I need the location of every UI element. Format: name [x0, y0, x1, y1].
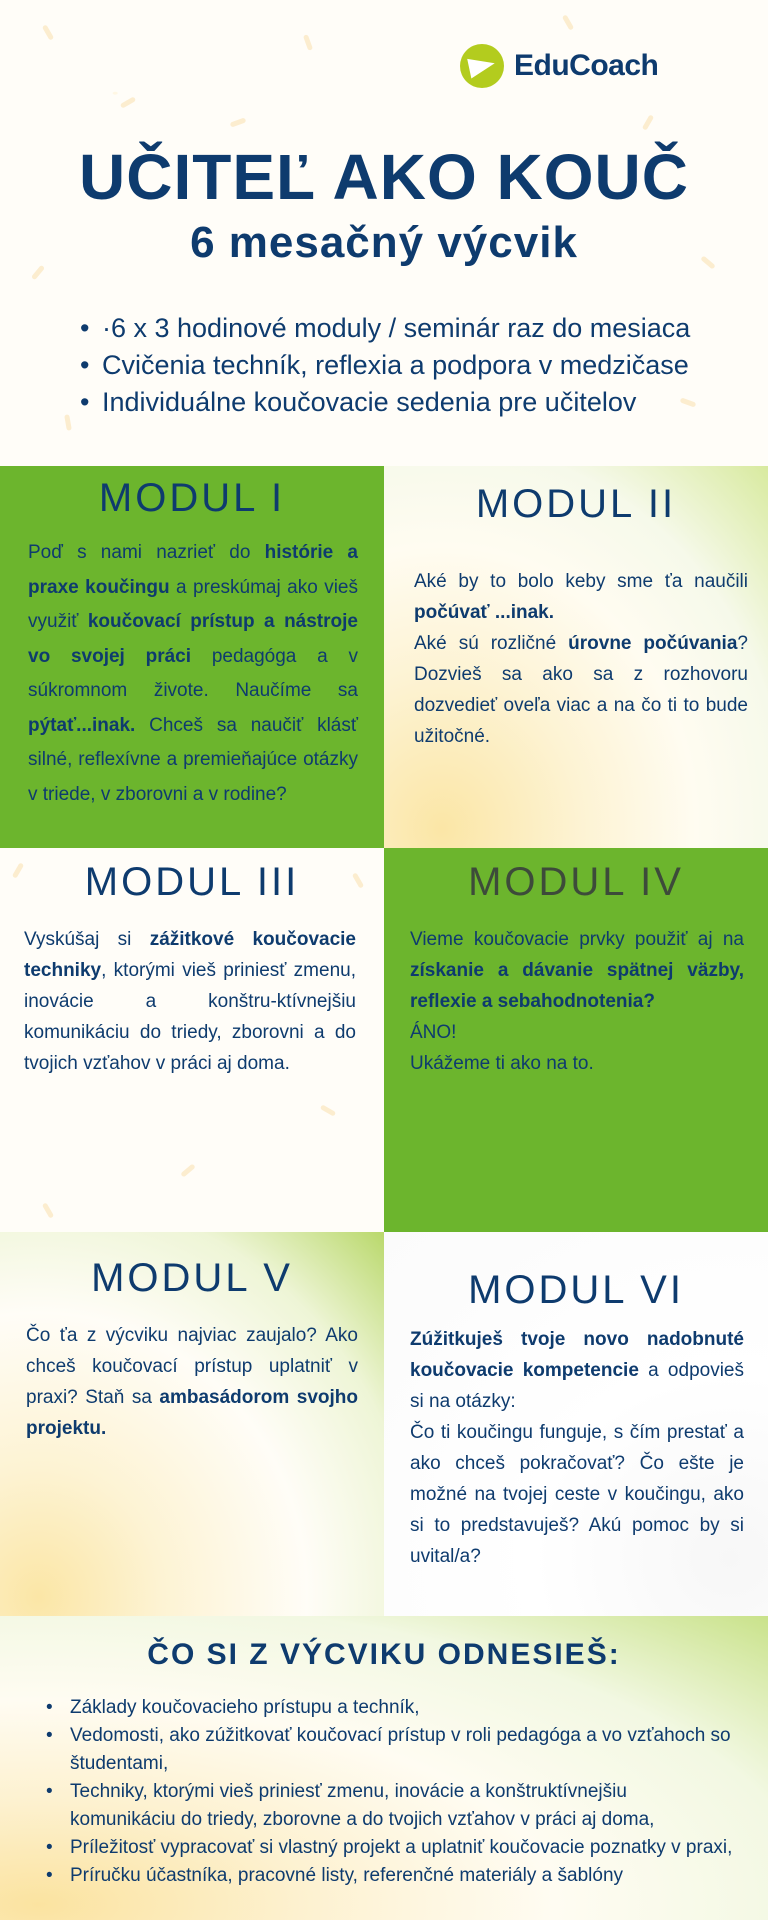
module-2-title: MODUL II	[475, 482, 677, 526]
module-3	[0, 848, 384, 1232]
takeaways-list	[46, 1694, 736, 1890]
takeaway-item: • Základy koučovacieho prístupu a techník,	[46, 1694, 736, 1722]
takeaways-title: ČO SI Z VÝCVIKU ODNESIEŠ:	[147, 1638, 621, 1671]
module-1-title: MODUL I	[98, 476, 286, 520]
intro-item: • Cvičenia techník, reflexia a podpora v medzičase	[80, 347, 690, 384]
module-6	[384, 1232, 768, 1616]
intro-list	[80, 310, 690, 421]
brand[interactable]	[460, 44, 658, 88]
brand-name: EduCoach	[514, 49, 659, 82]
module-4	[384, 848, 768, 1232]
module-5-body: Čo ťa z výcviku najviac zaujalo? Ako chceš koučovací prístup uplatniť v praxi? Staň sa ambasádorom svojho projektu.	[26, 1325, 358, 1439]
takeaway-item: • Príležitosť vypracovať si vlastný projekt a uplatniť koučovacie poznatky v praxi,	[46, 1834, 736, 1862]
takeaway-item: • Príručku účastníka, pracovné listy, referenčné materiály a šablóny	[46, 1862, 736, 1890]
module-2-body: Aké by to bolo keby sme ťa naučili počúvať ...inak. Aké sú rozličné úrovne počúvania? Dozvieš sa ako sa z rozhovoru dozvedieť oveľa viac a na čo ti to bude užitočné.	[414, 571, 748, 747]
educoach-logo-icon	[460, 44, 504, 88]
module-1	[0, 466, 384, 848]
page-subtitle: 6 mesačný výcvik	[190, 218, 578, 267]
module-3-body: Vyskúšaj si zážitkové koučovacie techniky, ktorými vieš priniesť zmenu, inovácie a konštru-ktívnejšiu komunikáciu do triedy, zborovni a do tvojich vzťahov v práci aj doma.	[24, 929, 356, 1074]
takeaway-item: • Techniky, ktorými vieš priniesť zmenu, inovácie a konštruktívnejšiu komunikáciu do triedy, zborovne a do tvojich vzťahov v práci aj doma,	[46, 1778, 736, 1834]
module-4-body: Vieme koučovacie prvky použiť aj na získanie a dávanie spätnej väzby, reflexie a sebahodnotenia? ÁNO! Ukážeme ti ako na to.	[410, 929, 744, 1074]
header	[0, 0, 768, 466]
module-5	[0, 1232, 384, 1616]
module-2	[384, 466, 768, 848]
takeaway-item: • Vedomosti, ako zúžitkovať koučovací prístup v roli pedagóga a vo vzťahoch so študentami,	[46, 1722, 736, 1778]
module-5-title: MODUL V	[91, 1256, 293, 1300]
module-1-body: Poď s nami nazrieť do histórie a praxe koučingu a preskúmaj ako vieš využiť koučovací prístup a nástroje vo svojej práci pedagóga a v súkromnom živote. Naučíme sa pýtať...inak. Chceš sa naučiť klásť silné, reflexívne a premieňajúce otázky v triede, v zborovni a v rodine?	[28, 542, 359, 805]
takeaways-section	[0, 1616, 768, 1920]
module-6-title: MODUL VI	[468, 1268, 684, 1312]
intro-item: • Individuálne koučovacie sedenia pre učitelov	[80, 384, 690, 421]
module-4-title: MODUL IV	[468, 860, 684, 904]
module-3-title: MODUL III	[84, 860, 300, 904]
page-title: UČITEĽ AKO KOUČ	[79, 141, 689, 213]
module-6-body: Zúžitkuješ tvoje novo nadobnuté koučovacie kompetencie a odpovieš si na otázky: Čo ti koučingu funguje, s čím prestať a ako chceš pokračovať? Čo ešte je možné na tvojej ceste v koučingu, ako si to predstavuješ? Akú pomoc by si uvital/a?	[410, 1329, 744, 1567]
intro-item: • ·6 x 3 hodinové moduly / seminár raz do mesiaca	[80, 310, 690, 347]
